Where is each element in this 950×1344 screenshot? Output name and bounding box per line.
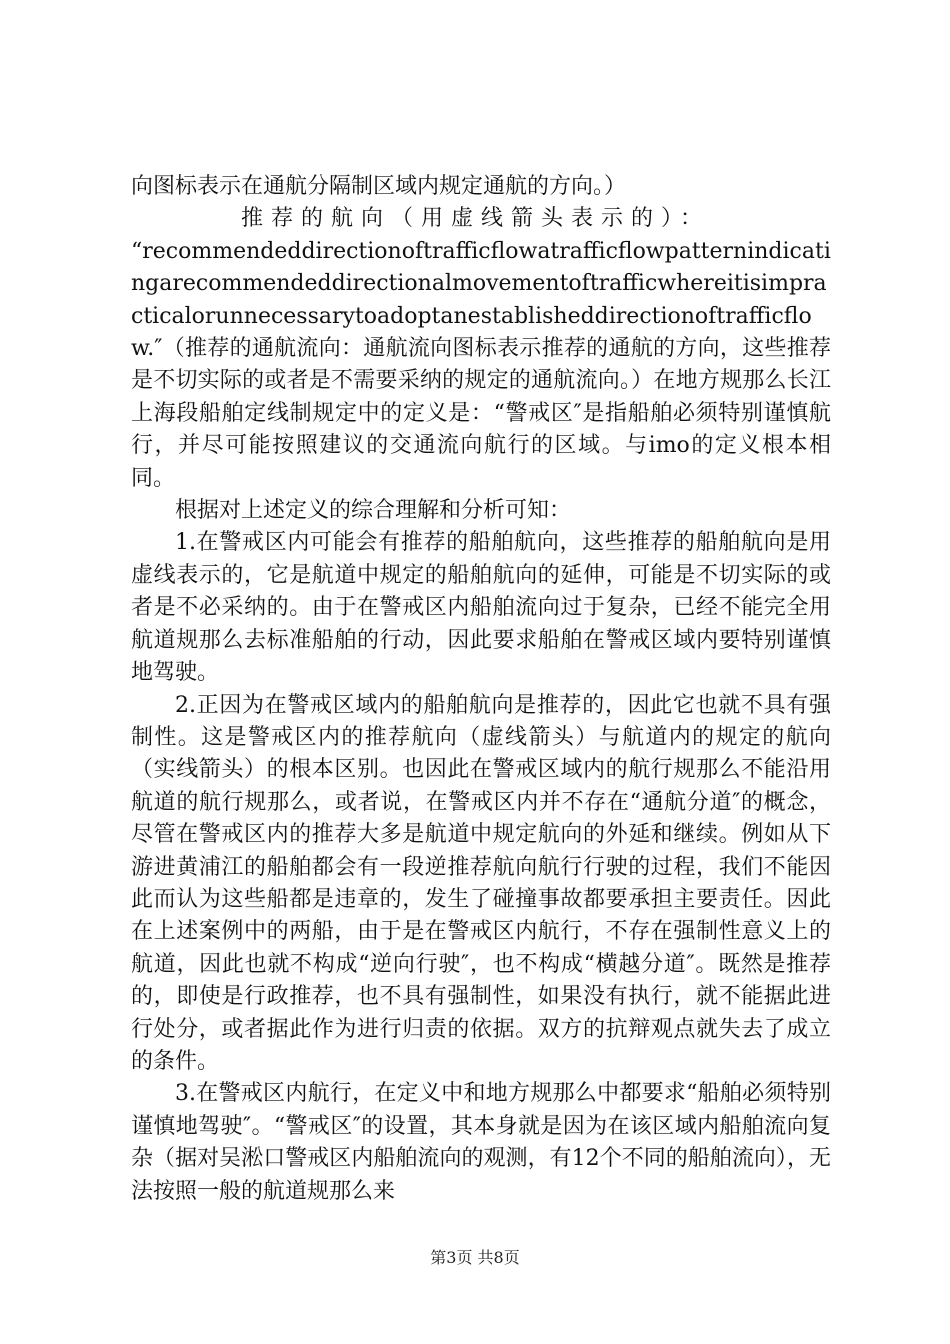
paragraph-continuation: 向图标表示在通航分隔制区域内规定通航的方向。） — [131, 174, 627, 199]
body-text — [131, 171, 831, 1208]
paragraph-analysis-intro: 根据对上述定义的综合理解和分析可知： — [175, 498, 572, 524]
paragraph-point-2: 2.正因为在警戒区域内的船舶航向是推荐的，因此它也就不具有强制性。这是警戒区内的推荐航向（虚线箭头）与航道内的规定的航向（实线箭头）的根本区别。也因此在警戒区域内的航行规那么不能沿用航道的航行规那么，或者说，在警戒区内并不存在“通航分道″的概念，尽管在警戒区内的推荐大多是航道中规定航向的外延和继续。例如从下游进黄浦江的船舶都会有一段逆推荐航向航行行驶的过程，我们不能因此而认为这些船都是违章的，发生了碰撞事故都要承担主要责任。因此在上述案例中的两船，由于是在警戒区内航行，不存在强制性意义上的航道，因此也就不构成“逆向行驶″，也不构成“横越分道″。既然是推荐的，即使是行政推荐，也不具有强制性，如果没有执行，就不能据此进行处分，或者据此作为进行归责的依据。双方的抗辩观点就失去了成立的条件。 — [131, 692, 831, 1074]
paragraph-point-3: 3.在警戒区内航行，在定义中和地方规那么中都要求“船舶必须特别谨慎地驾驶″。“警戒区″的设置，其本身就是因为在该区域内船舶流向复杂（据对吴淞口警戒区内船舶流向的观测，有12个不同的船舶流向），无法按照一般的航道规那么来 — [131, 1081, 831, 1204]
paragraph-recommended-heading: 推荐的航向（用虚线箭头表示的）： — [241, 206, 711, 232]
page-number-footer: 第3页 共8页 — [430, 1248, 520, 1267]
paragraph-point-1: 1.在警戒区内可能会有推荐的船舶航向，这些推荐的船舶航向是用虚线表示的，它是航道中规定的船舶航向的延伸，可能是不切实际的或者是不必采纳的。由于在警戒区内船舶流向过于复杂，已经不能完全用航道规那么去标准船舶的行动，因此要求船舶在警戒区域内要特别谨慎地驾驶。 — [131, 530, 831, 686]
paragraph-definition: “recommendeddirectionoftrafficflowatrafficflowpatternindicatingarecommendeddirectionalmovementoftrafficwhereitisimpracticalorunnecessarytoadoptanestablisheddirectionoftrafficflow.″（推荐的通航流向：通航流向图标表示推荐的通航的方向，这些推荐是不切实际的或者是不需要采纳的规定的通航流向。）在地方规那么长江上海段船舶定线制规定中的定义是：“警戒区″是指船舶必须特别谨慎航行，并尽可能按照建议的交通流向航行的区域。与imo的定义根本相同。 — [131, 238, 831, 491]
